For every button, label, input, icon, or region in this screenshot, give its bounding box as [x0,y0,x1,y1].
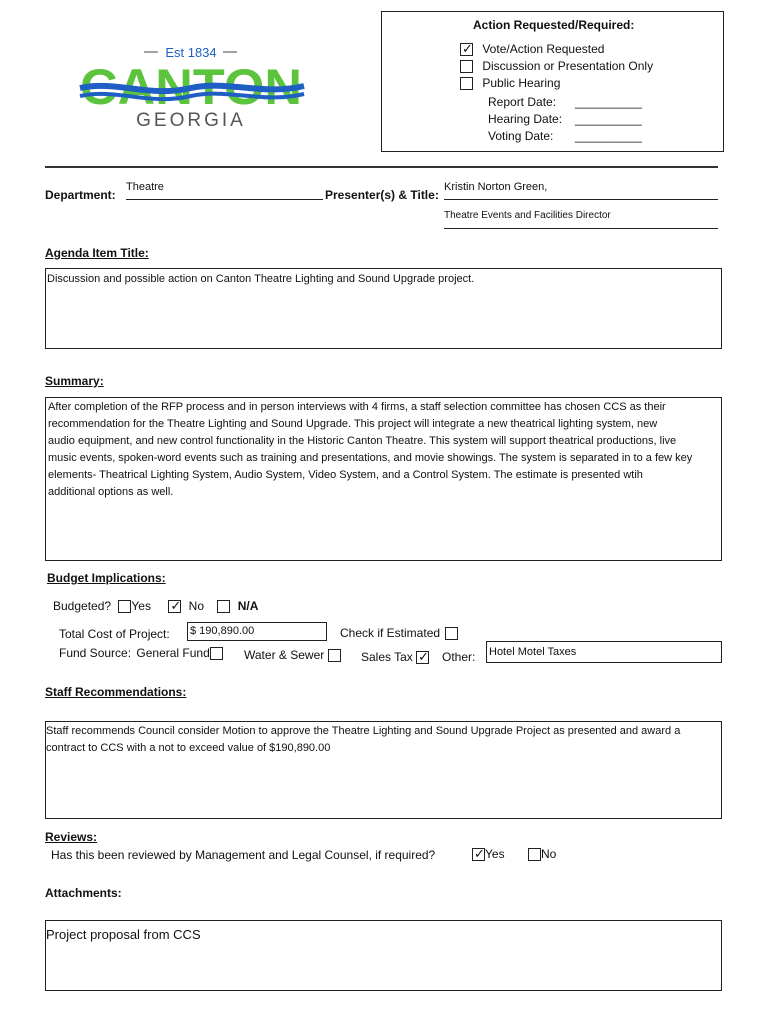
canton-logo-graphic [78,42,306,132]
summary-line: music events, spoken-word events such as training and presentations, and movie showings. The system is separated in to a few key [48,452,693,464]
reviews-yes-label: Yes [485,847,505,861]
attachments-heading: Attachments: [45,886,122,900]
summary-line: additional options as well. [48,486,174,498]
summary-line: elements- Theatrical Lighting System, Audio System, Video System, and a Control System. The estimate is presented wtih [48,469,643,481]
reviews-no-option[interactable] [528,847,556,861]
budgeted-row [53,599,258,613]
option-discussion[interactable] [460,59,653,73]
option-label: Discussion or Presentation Only [482,59,654,73]
water-sewer-checkbox[interactable] [328,649,341,662]
canton-logo [78,42,306,132]
budgeted-label: Budgeted? [53,599,112,613]
reviews-yes-checkbox[interactable] [472,848,485,861]
action-requested-panel [381,11,724,152]
discussion-checkbox[interactable] [460,60,473,73]
check-icon: ✓ [418,649,430,665]
agenda-text: Discussion and possible action on Canton Theatre Lighting and Sound Upgrade project. [47,273,475,285]
logo-state: GEORGIA [136,110,246,131]
option-label: Vote/Action Requested [482,42,605,56]
check-estimated-checkbox[interactable] [445,627,458,640]
total-cost-value: $ 190,890.00 [190,625,255,637]
presenter-label: Presenter(s) & Title: [325,188,439,202]
budgeted-no-checkbox[interactable] [168,600,181,613]
report-date-label: Report Date: [488,95,557,109]
check-icon: ✓ [170,598,182,614]
option-vote[interactable] [460,42,604,56]
reviews-yes-option[interactable] [472,847,505,861]
reviews-no-label: No [541,847,557,861]
fund-source-label: Fund Source: [59,646,132,660]
budgeted-yes-label: Yes [131,599,151,613]
budgeted-yes-checkbox[interactable] [118,600,131,613]
hearing-date-value[interactable]: __________ [575,112,642,126]
reviews-heading: Reviews: [45,830,98,844]
summary-textbox[interactable] [45,397,722,561]
department-value[interactable]: Theatre [126,181,164,193]
water-sewer-row [244,648,341,662]
attachments-textbox[interactable] [45,920,722,991]
check-icon: ✓ [462,41,473,57]
check-estimated-label: Check if Estimated [340,626,441,640]
attachments-text: Project proposal from CCS [46,927,201,942]
agenda-heading: Agenda Item Title: [45,246,149,260]
total-cost-label: Total Cost of Project: [59,627,170,641]
summary-heading: Summary: [45,374,104,388]
staff-heading: Staff Recommendations: [45,685,187,699]
budgeted-na-label: N/A [237,599,259,613]
check-icon: ✓ [474,846,485,862]
department-underline [126,199,323,200]
option-public-hearing[interactable] [460,76,560,90]
other-label: Other: [442,650,476,664]
logo-est: Est 1834 [165,45,217,60]
vote-checkbox[interactable] [460,43,473,56]
sales-tax-checkbox[interactable] [416,651,429,664]
public-hearing-checkbox[interactable] [460,77,473,90]
total-cost-field[interactable] [187,622,327,641]
summary-line: recommendation for the Theatre Lighting and Sound Upgrade. This project will integrate a new theatrical lighting system, new [48,418,658,430]
sales-tax-label: Sales Tax [361,650,413,664]
general-fund-checkbox[interactable] [210,647,223,660]
presenter-title[interactable]: Theatre Events and Facilities Director [444,210,611,221]
hearing-date-label: Hearing Date: [488,112,563,126]
voting-date-value[interactable]: __________ [575,129,642,143]
reviews-no-checkbox[interactable] [528,848,541,861]
budget-heading: Budget Implications: [47,571,166,585]
presenter-underline [444,199,718,200]
staff-line: contract to CCS with a not to exceed value of $190,890.00 [46,742,331,754]
other-field[interactable] [486,641,722,663]
agenda-textbox[interactable] [45,268,722,349]
budgeted-na-checkbox[interactable] [217,600,230,613]
department-label: Department: [45,188,116,202]
staff-textbox[interactable] [45,721,722,819]
sales-tax-row [361,650,429,664]
header-divider [45,166,718,168]
water-sewer-label: Water & Sewer [244,648,325,662]
summary-line: audio equipment, and new control functionality in the Historic Canton Theatre. This system will support theatrical productions, live [48,435,677,447]
report-date-value[interactable]: __________ [575,95,642,109]
fund-source-row [59,646,223,660]
action-title: Action Requested/Required: [473,18,635,32]
option-label: Public Hearing [482,76,561,90]
check-estimated-row [340,626,458,640]
presenter-name[interactable]: Kristin Norton Green, [444,181,548,193]
staff-line: Staff recommends Council consider Motion to approve the Theatre Lighting and Sound Upgrade Project as presented and award a [46,725,681,737]
logo-city: CANTON [80,59,302,115]
summary-line: After completion of the RFP process and in person interviews with 4 firms, a staff selection committee has chosen CCS as their [48,401,666,413]
general-fund-label: General Fund [136,646,210,660]
presenter-title-underline [444,228,718,229]
other-value: Hotel Motel Taxes [489,646,577,658]
voting-date-label: Voting Date: [488,129,554,143]
reviews-question: Has this been reviewed by Management and Legal Counsel, if required? [51,848,436,862]
budgeted-no-label: No [188,599,205,613]
